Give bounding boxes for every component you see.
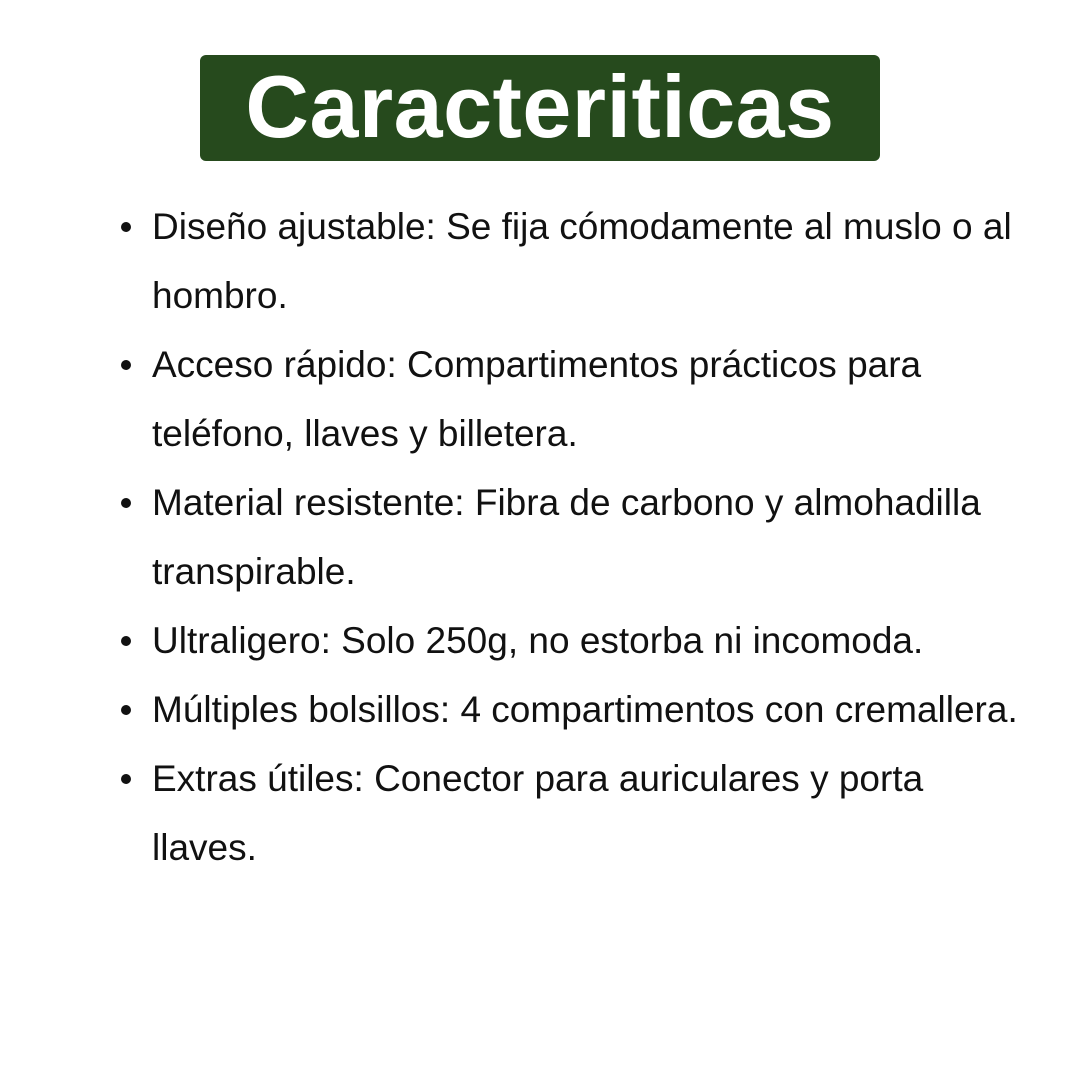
list-item — [152, 192, 1032, 330]
list-item — [152, 744, 1032, 882]
list-item — [152, 606, 1032, 675]
list-item — [152, 675, 1032, 744]
feature-text: Diseño ajustable: Se fija cómodamente al muslo o al hombro. — [152, 206, 1012, 316]
bullet-icon — [121, 636, 131, 646]
feature-text: Ultraligero: Solo 250g, no estorba ni incomoda. — [152, 620, 924, 661]
bullet-icon — [121, 222, 131, 232]
bullet-icon — [121, 498, 131, 508]
feature-text: Múltiples bolsillos: 4 compartimentos con cremallera. — [152, 689, 1018, 730]
feature-list — [152, 192, 1032, 882]
list-item — [152, 330, 1032, 468]
bullet-icon — [121, 774, 131, 784]
title-banner — [200, 55, 880, 161]
bullet-icon — [121, 360, 131, 370]
feature-text: Acceso rápido: Compartimentos prácticos para teléfono, llaves y billetera. — [152, 344, 922, 454]
page-title: Caracteriticas — [245, 57, 835, 156]
feature-text: Material resistente: Fibra de carbono y almohadilla transpirable. — [152, 482, 981, 592]
bullet-icon — [121, 705, 131, 715]
list-item — [152, 468, 1032, 606]
feature-text: Extras útiles: Conector para auriculares y porta llaves. — [152, 758, 924, 868]
